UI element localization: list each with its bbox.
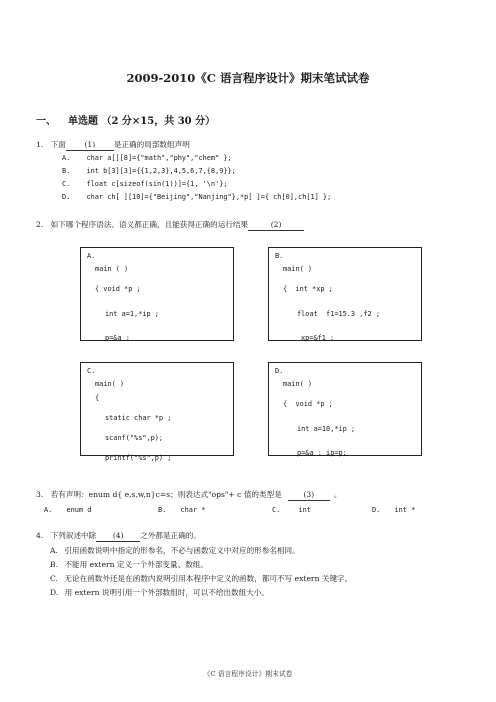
box-label: D.	[275, 367, 284, 375]
code-line: int a=10,*ip ;	[297, 425, 356, 433]
q4-option-a	[50, 546, 300, 556]
option-text: char ch[ ][10]={"Beijing","Nanjing"},*p[ ]={ ch[0],ch[1] };	[86, 193, 332, 201]
code-line: float f1=15.3 ,f2 ;	[297, 310, 380, 318]
code-line: int a=1,*ip ;	[105, 310, 159, 318]
q3-option-b	[158, 505, 205, 515]
option-text: 引用函数说明中指定的形参名，不必与函数定义中对应的形参名相同。	[64, 546, 300, 555]
q1-option-a	[62, 153, 232, 163]
option-text: int *	[394, 506, 416, 514]
option-label: B.	[50, 560, 58, 569]
question-number: 3.	[36, 490, 44, 499]
exam-title: 2009-2010《C 语言程序设计》期末笔试试卷	[126, 71, 370, 85]
question-number: 2.	[36, 220, 44, 229]
option-label: C.	[50, 574, 58, 583]
box-label: B.	[275, 252, 284, 260]
option-text: 无论在函数外还是在函数内说明引用本程序中定义的函数，都可不写 extern 关键字。	[64, 574, 353, 583]
question-text: 是正确的局部数组声明	[113, 140, 190, 149]
code-line: { int *xp ;	[283, 285, 333, 293]
question-text: 。	[333, 490, 342, 499]
option-text: 不能用 extern 定义一个外部变量、数组。	[64, 560, 208, 569]
q1-option-c	[62, 179, 228, 189]
answer-blank-3: (3)	[288, 490, 330, 501]
option-label: A.	[44, 506, 53, 514]
section-number: 一、	[36, 116, 56, 127]
option-text: char *	[180, 506, 206, 514]
question-number: 4.	[36, 531, 44, 540]
q3-option-a	[44, 505, 91, 515]
q4-option-d	[50, 588, 269, 598]
q1-option-b	[62, 166, 236, 176]
code-line: {	[95, 394, 100, 402]
question-number: 1.	[36, 140, 44, 149]
option-label: D.	[372, 506, 381, 514]
code-line: p=&a ;	[105, 334, 130, 342]
option-label: A.	[50, 546, 58, 555]
option-text: char a[][8]={"math","phy","chem" };	[86, 154, 232, 162]
code-line: { void *p ;	[95, 285, 141, 293]
option-label: D.	[62, 193, 71, 201]
question-text: 下面	[50, 140, 66, 149]
option-label: C.	[62, 180, 71, 188]
answer-blank-4: (4)	[96, 531, 140, 542]
code-line: { void *p ;	[283, 400, 333, 408]
code-line: printf("%s",p) ;	[105, 454, 172, 462]
code-line: main ( )	[95, 265, 129, 273]
q1-option-d	[62, 192, 331, 202]
answer-blank-1: (1)	[66, 140, 114, 151]
box-label: A.	[87, 252, 96, 260]
code-line: scanf("%s",p);	[105, 434, 164, 442]
section-heading	[36, 112, 215, 127]
question-text: 若有声明：enum d{ e,s,w,n}c=s；则表达式"ops"+ c 值的类型是	[50, 490, 282, 499]
option-text: int	[298, 506, 311, 514]
question-text: 如下哪个程序语法、语义都正确，且能获得正确的运行结果	[50, 220, 249, 229]
option-label: A.	[62, 154, 71, 162]
code-line: main( )	[95, 380, 125, 388]
code-line: main( )	[283, 380, 313, 388]
question-text: 之外都是正确的。	[140, 531, 201, 540]
q3-option-c	[272, 505, 311, 515]
q3-option-d	[372, 505, 415, 515]
option-text: float c[sizeof(sin(1))]={1, '\n'};	[86, 180, 228, 188]
question-4-stem	[36, 531, 201, 542]
code-line: p=&a ; ip=p;	[297, 449, 347, 457]
option-label: B.	[62, 167, 71, 175]
option-label: D.	[50, 588, 59, 597]
question-1-stem	[36, 140, 190, 151]
option-text: 用 extern 说明引用一个外部数组时，可以不给出数组大小。	[64, 588, 269, 597]
question-text: 下列叙述中除	[50, 531, 97, 540]
q4-option-c	[50, 574, 352, 584]
box-label: C.	[87, 367, 96, 375]
code-line: static char *p ;	[105, 414, 172, 422]
option-text: int b[3][3]={{1,2,3},4,5,6,7,{8,9}};	[86, 167, 236, 175]
option-text: enum d	[66, 506, 92, 514]
code-box-d	[268, 362, 422, 456]
question-3-stem	[36, 490, 341, 501]
question-2-stem	[36, 220, 304, 231]
option-label: B.	[158, 506, 167, 514]
q4-option-b	[50, 560, 208, 570]
section-title: 单选题 （2 分×15，共 30 分）	[68, 116, 216, 127]
code-line: main( )	[283, 265, 313, 273]
code-box-a	[80, 247, 234, 341]
code-box-c	[80, 362, 234, 462]
code-line: xp=&f1 ;	[301, 334, 335, 342]
code-box-b	[268, 247, 422, 341]
page-footer: 《C 语言程序设计》期末试卷	[203, 670, 293, 678]
option-label: C.	[272, 506, 281, 514]
answer-blank-2: (2)	[248, 220, 304, 231]
